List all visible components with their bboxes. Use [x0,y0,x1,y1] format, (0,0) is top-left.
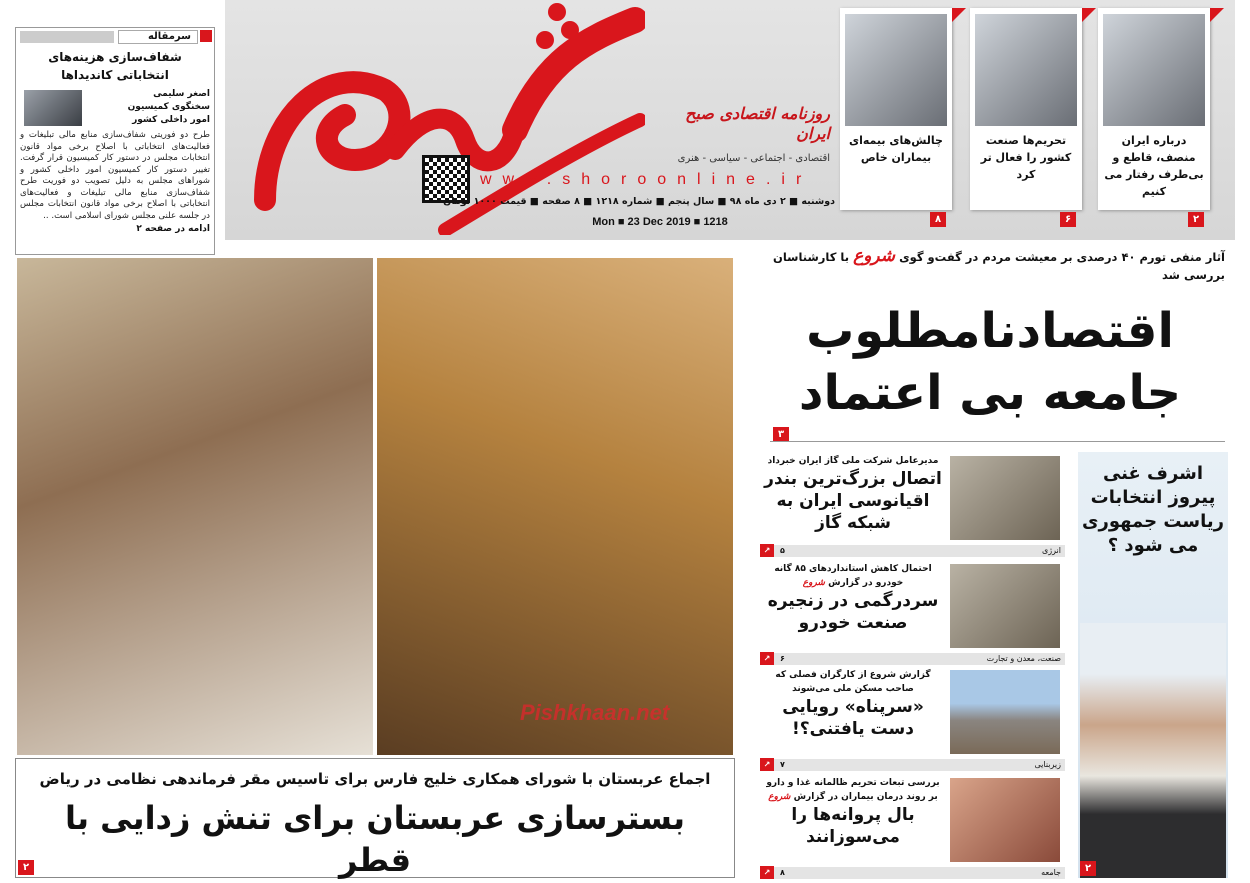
teaser-card[interactable] [1098,8,1210,225]
news-item[interactable] [760,666,1065,771]
page-number: ۲ [1188,212,1204,227]
author-role: سخنگوی کمیسیون امور داخلی کشور [127,102,210,125]
arrow-icon: ↗ [760,652,774,665]
side-story[interactable] [1078,452,1228,878]
headline-line: جامعه بی اعتماد [798,365,1182,421]
teaser-title: تحریم‌ها صنعت کشور را فعال تر کرد [980,134,1072,181]
news-photo [950,778,1060,862]
news-headline: اتصال بزرگ‌ترین بندر اقیانوسی ایران به شبکه گاز [764,469,942,533]
news-item[interactable] [760,774,1065,879]
issue-info-en: Mon ■ 23 Dec 2019 ■ 1218 [592,216,728,228]
kicker-text: بررسی تبعات تحریم ظالمانه غذا و دارو بر روند درمان بیماران در گزارش [766,778,940,802]
news-footer [760,867,1065,879]
section-label: زیربنایی [1034,760,1061,769]
news-kicker: مدیرعامل شرکت ملی گاز ایران خبرداد [767,456,939,466]
teaser-card[interactable] [840,8,952,225]
author-name: اصغر سلیمی [153,89,210,99]
main-subtitle: اجماع عربستان با شورای همکاری خلیج فارس برای تاسیس مقر فرماندهی نظامی در ریاض [39,770,711,788]
author-photo [24,90,82,126]
main-story[interactable] [15,758,735,878]
headline-line: اقتصادنامطلوب [806,303,1174,359]
author [115,88,210,127]
divider [770,441,1225,442]
categories: اقتصادی - اجتماعی - سیاسی - هنری [677,153,830,164]
section-label: صنعت، معدن و تجارت [986,654,1061,663]
news-kicker [763,562,943,590]
teaser-photo [1103,14,1205,126]
side-headline: اشرف غنی پیروز انتخابات ریاست جمهوری می شود ؟ [1082,463,1224,556]
teaser-card[interactable] [970,8,1082,225]
arrow-icon: ↗ [760,758,774,771]
news-item[interactable] [760,452,1065,557]
page-number: ۸ [780,868,785,877]
arrow-icon: ↗ [760,544,774,557]
main-photo [15,258,735,755]
watermark: Pishkhaan.net [520,700,670,725]
news-photo [950,670,1060,754]
logo-stroke [265,82,399,200]
arrow-icon: ↗ [760,866,774,879]
news-kicker: گزارش شروع از کارگران فصلی که صاحب مسکن ملی می‌شوند [775,670,931,694]
editorial-label: سرمقاله [118,30,198,44]
continue-link[interactable]: ادامه در صفحه ۲ [136,224,210,234]
corner-icon [952,8,966,22]
kicker-text: احتمال کاهش استانداردهای ۸۵ گانه خودرو در گزارش [774,564,932,588]
kicker-text: آثار منفی تورم ۴۰ درصدی بر معیشت مردم در گفت‌و گوی [899,250,1225,264]
news-kicker [763,776,943,804]
page-number: ۲ [1080,861,1096,876]
news-text [763,668,943,740]
arrow-icon [200,30,212,42]
news-headline: سردرگمی در زنجیره صنعت خودرو [767,591,939,633]
logo-dot [561,21,579,39]
side-photo [1080,623,1226,878]
page-number: ۳ [773,427,789,442]
lead-kicker [755,248,1225,284]
website-link[interactable]: www.shoroonline.ir [480,171,813,188]
editorial-box[interactable] [15,27,215,255]
section-label: جامعه [1041,868,1061,877]
teaser-title: درباره ایران منصف، قاطع و بی‌طرف رفتار می کنیم [1104,134,1204,198]
page-number: ۸ [930,212,946,227]
news-item[interactable] [760,560,1065,665]
page-number: ۲ [18,860,34,875]
brand-mark: شروع [768,792,791,802]
editorial-title: شفاف‌سازی هزینه‌های انتخاباتی کاندیداها [48,50,182,82]
news-photo [950,456,1060,540]
editorial-body: طرح دو فوریتی شفاف‌سازی منابع مالی تبلیغات و فعالیت‌های انتخاباتی با اصلاح برخی مواد قانون انتخابات مجلس در دستور کار کمیسیون قرار گرفت. تغییر دستور کار کمیسیون امور داخلی کشور و شوراهای مجلس به دلیل تصویب دو فوریت طرح شفاف‌سازی منابع مالی تبلیغات و فعالیت‌های انتخاباتی با اصلاح برخی مواد قانون انتخابات مجلس در جلسه علنی مجلس شورای اسلامی است. .. [20,130,210,221]
news-footer [760,545,1065,557]
news-headline: «سرپناه» رویایی دست یافتنی؟! [782,697,924,739]
issue-info: دوشنبه ■ ۲ دی ماه ۹۸ ■ سال پنجم ■ شماره ۱۲۱۸ ■ ۸ صفحه ■ قیمت ۱۰۰۰ تومان [443,196,835,207]
page-number: ۷ [780,760,785,769]
teaser-photo [975,14,1077,126]
kicker-text: با کارشناسان بررسی شد [773,250,1225,282]
main-headline: بسترسازی عربستان برای تنش زدایی با قطر [65,799,685,879]
section-label: انرژی [1042,546,1061,555]
page-number: ۶ [780,654,785,663]
logo-dot [536,31,554,49]
brand-mark: شروع [802,578,825,588]
editorial-content [20,130,210,235]
news-headline: بال پروانه‌ها را می‌سوزانند [791,805,915,847]
divider [20,31,114,43]
page-number: ۵ [780,546,785,555]
news-footer [760,759,1065,771]
teaser-photo [845,14,947,126]
corner-icon [1082,8,1096,22]
corner-icon [1210,8,1224,22]
news-text [763,454,943,534]
news-text [763,776,943,848]
news-footer [760,653,1065,665]
news-text [763,562,943,634]
logo-dot [548,3,566,21]
tagline: روزنامه اقتصادی صبح ایران [685,104,830,143]
photo-right [377,258,733,755]
news-photo [950,564,1060,648]
brand-mark: شروع [853,246,896,266]
photo-left [17,258,373,755]
page-number: ۶ [1060,212,1076,227]
teaser-title: چالش‌های بیمه‌ای بیماران خاص [849,134,943,164]
lead-headline[interactable] [780,300,1200,424]
